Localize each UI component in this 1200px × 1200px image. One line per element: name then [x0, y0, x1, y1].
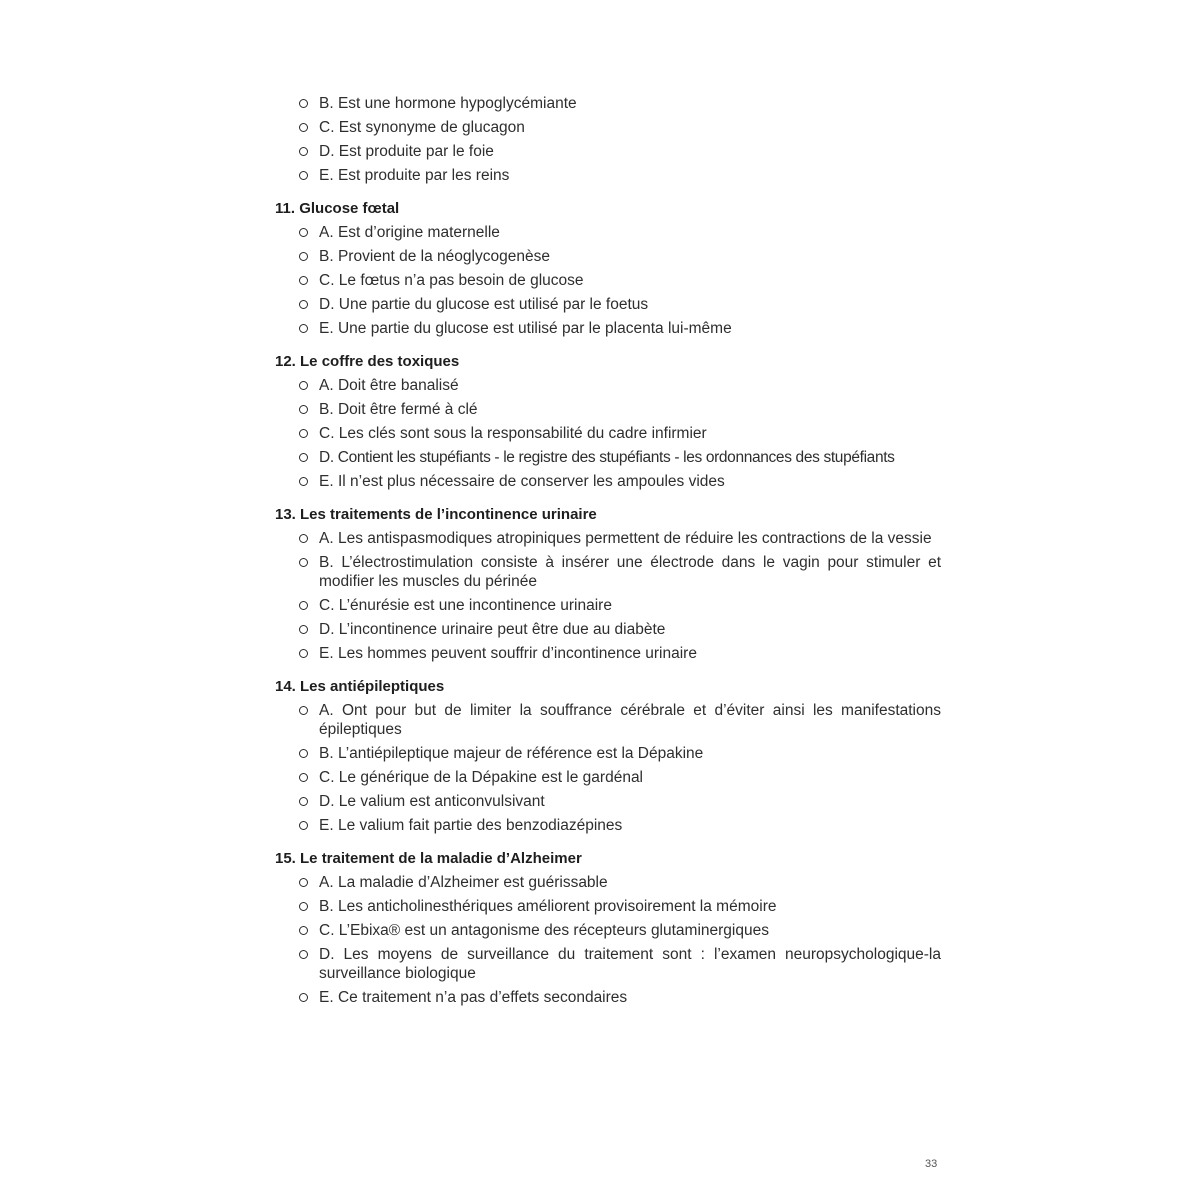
radio-button-icon[interactable]	[299, 147, 308, 156]
option-text: B. Doit être fermé à clé	[319, 401, 478, 418]
radio-button-icon[interactable]	[299, 878, 308, 887]
option-13-a[interactable]	[275, 529, 941, 548]
question-10-continued	[275, 94, 941, 185]
option-text: B. L’antiépileptique majeur de référence est la Dépakine	[319, 745, 704, 762]
option-13-c[interactable]	[275, 596, 941, 615]
option-text: A. Est d’origine maternelle	[319, 224, 500, 241]
option-text: E. Le valium fait partie des benzodiazépines	[319, 817, 623, 834]
radio-button-icon[interactable]	[299, 902, 308, 911]
page-number: 33	[925, 1158, 938, 1170]
quiz-content	[275, 94, 941, 1021]
option-text: A. Les antispasmodiques atropiniques permettent de réduire les contractions de la vessie	[319, 530, 932, 547]
option-12-c[interactable]	[275, 424, 941, 443]
radio-button-icon[interactable]	[299, 228, 308, 237]
option-10-d[interactable]	[275, 142, 941, 161]
option-14-d[interactable]	[275, 792, 941, 811]
option-11-a[interactable]	[275, 223, 941, 242]
option-text: C. Le générique de la Dépakine est le gardénal	[319, 769, 644, 786]
radio-button-icon[interactable]	[299, 821, 308, 830]
option-text: A. Ont pour but de limiter la souffrance cérébrale et d’éviter ainsi les manifestations épileptiques	[319, 702, 941, 738]
radio-button-icon[interactable]	[299, 429, 308, 438]
option-text: E. Ce traitement n’a pas d’effets secondaires	[319, 989, 628, 1006]
option-10-e[interactable]	[275, 166, 941, 185]
radio-button-icon[interactable]	[299, 773, 308, 782]
radio-button-icon[interactable]	[299, 749, 308, 758]
radio-button-icon[interactable]	[299, 926, 308, 935]
question-title: 12. Le coffre des toxiques	[275, 353, 460, 370]
option-10-b[interactable]	[275, 94, 941, 113]
radio-button-icon[interactable]	[299, 381, 308, 390]
radio-button-icon[interactable]	[299, 950, 308, 959]
option-15-b[interactable]	[275, 897, 941, 916]
question-title: 15. Le traitement de la maladie d’Alzheimer	[275, 850, 582, 867]
radio-button-icon[interactable]	[299, 601, 308, 610]
option-12-e[interactable]	[275, 472, 941, 491]
radio-button-icon[interactable]	[299, 534, 308, 543]
option-text: C. L’énurésie est une incontinence urinaire	[319, 597, 612, 614]
option-15-d[interactable]	[275, 945, 941, 983]
radio-button-icon[interactable]	[299, 405, 308, 414]
option-14-e[interactable]	[275, 816, 941, 835]
radio-button-icon[interactable]	[299, 797, 308, 806]
option-text: D. Les moyens de surveillance du traitement sont : l’examen neuropsychologique-la surveillance biologique	[319, 946, 941, 982]
option-text: E. Les hommes peuvent souffrir d’incontinence urinaire	[319, 645, 697, 662]
question-12	[275, 352, 941, 491]
option-text: D. Contient les stupéfiants - le registre des stupéfiants - les ordonnances des stupéfiants	[319, 449, 895, 466]
question-10-options	[275, 94, 941, 185]
option-text: B. Provient de la néoglycogenèse	[319, 248, 550, 265]
question-13-options	[275, 529, 941, 663]
question-title: 11. Glucose fœtal	[275, 200, 400, 217]
radio-button-icon[interactable]	[299, 625, 308, 634]
question-12-options	[275, 376, 941, 491]
option-15-e[interactable]	[275, 988, 941, 1007]
radio-button-icon[interactable]	[299, 99, 308, 108]
option-14-b[interactable]	[275, 744, 941, 763]
radio-button-icon[interactable]	[299, 706, 308, 715]
option-12-d[interactable]	[275, 448, 941, 467]
option-text: D. Est produite par le foie	[319, 143, 494, 160]
option-11-e[interactable]	[275, 319, 941, 338]
option-11-d[interactable]	[275, 295, 941, 314]
option-text: C. L’Ebixa® est un antagonisme des récepteurs glutaminergiques	[319, 922, 769, 939]
option-text: C. Est synonyme de glucagon	[319, 119, 525, 136]
option-13-b[interactable]	[275, 553, 941, 591]
radio-button-icon[interactable]	[299, 252, 308, 261]
option-text: E. Est produite par les reins	[319, 167, 510, 184]
radio-button-icon[interactable]	[299, 477, 308, 486]
question-13	[275, 505, 941, 663]
option-text: B. Les anticholinesthériques améliorent provisoirement la mémoire	[319, 898, 777, 915]
option-text: D. Une partie du glucose est utilisé par le foetus	[319, 296, 649, 313]
option-text: E. Il n’est plus nécessaire de conserver les ampoules vides	[319, 473, 725, 490]
option-12-b[interactable]	[275, 400, 941, 419]
option-13-d[interactable]	[275, 620, 941, 639]
radio-button-icon[interactable]	[299, 276, 308, 285]
option-14-c[interactable]	[275, 768, 941, 787]
option-text: C. Le fœtus n’a pas besoin de glucose	[319, 272, 584, 289]
option-15-a[interactable]	[275, 873, 941, 892]
option-text: E. Une partie du glucose est utilisé par le placenta lui-même	[319, 320, 732, 337]
option-text: A. La maladie d’Alzheimer est guérissable	[319, 874, 608, 891]
question-title: 14. Les antiépileptiques	[275, 678, 445, 695]
question-11-options	[275, 223, 941, 338]
question-14	[275, 677, 941, 835]
option-text: B. L’électrostimulation consiste à insérer une électrode dans le vagin pour stimuler et modifier les muscles du périnée	[319, 554, 941, 590]
option-text: B. Est une hormone hypoglycémiante	[319, 95, 577, 112]
option-text: D. L’incontinence urinaire peut être due au diabète	[319, 621, 666, 638]
radio-button-icon[interactable]	[299, 171, 308, 180]
option-15-c[interactable]	[275, 921, 941, 940]
question-11	[275, 199, 941, 338]
radio-button-icon[interactable]	[299, 300, 308, 309]
option-12-a[interactable]	[275, 376, 941, 395]
option-text: C. Les clés sont sous la responsabilité du cadre infirmier	[319, 425, 707, 442]
option-text: D. Le valium est anticonvulsivant	[319, 793, 545, 810]
question-15	[275, 849, 941, 1007]
radio-button-icon[interactable]	[299, 453, 308, 462]
radio-button-icon[interactable]	[299, 649, 308, 658]
option-14-a[interactable]	[275, 701, 941, 739]
option-11-c[interactable]	[275, 271, 941, 290]
question-14-options	[275, 701, 941, 835]
radio-button-icon[interactable]	[299, 324, 308, 333]
option-11-b[interactable]	[275, 247, 941, 266]
radio-button-icon[interactable]	[299, 123, 308, 132]
option-13-e[interactable]	[275, 644, 941, 663]
option-text: A. Doit être banalisé	[319, 377, 459, 394]
option-10-c[interactable]	[275, 118, 941, 137]
question-title: 13. Les traitements de l’incontinence urinaire	[275, 506, 597, 523]
radio-button-icon[interactable]	[299, 993, 308, 1002]
question-15-options	[275, 873, 941, 1007]
radio-button-icon[interactable]	[299, 558, 308, 567]
